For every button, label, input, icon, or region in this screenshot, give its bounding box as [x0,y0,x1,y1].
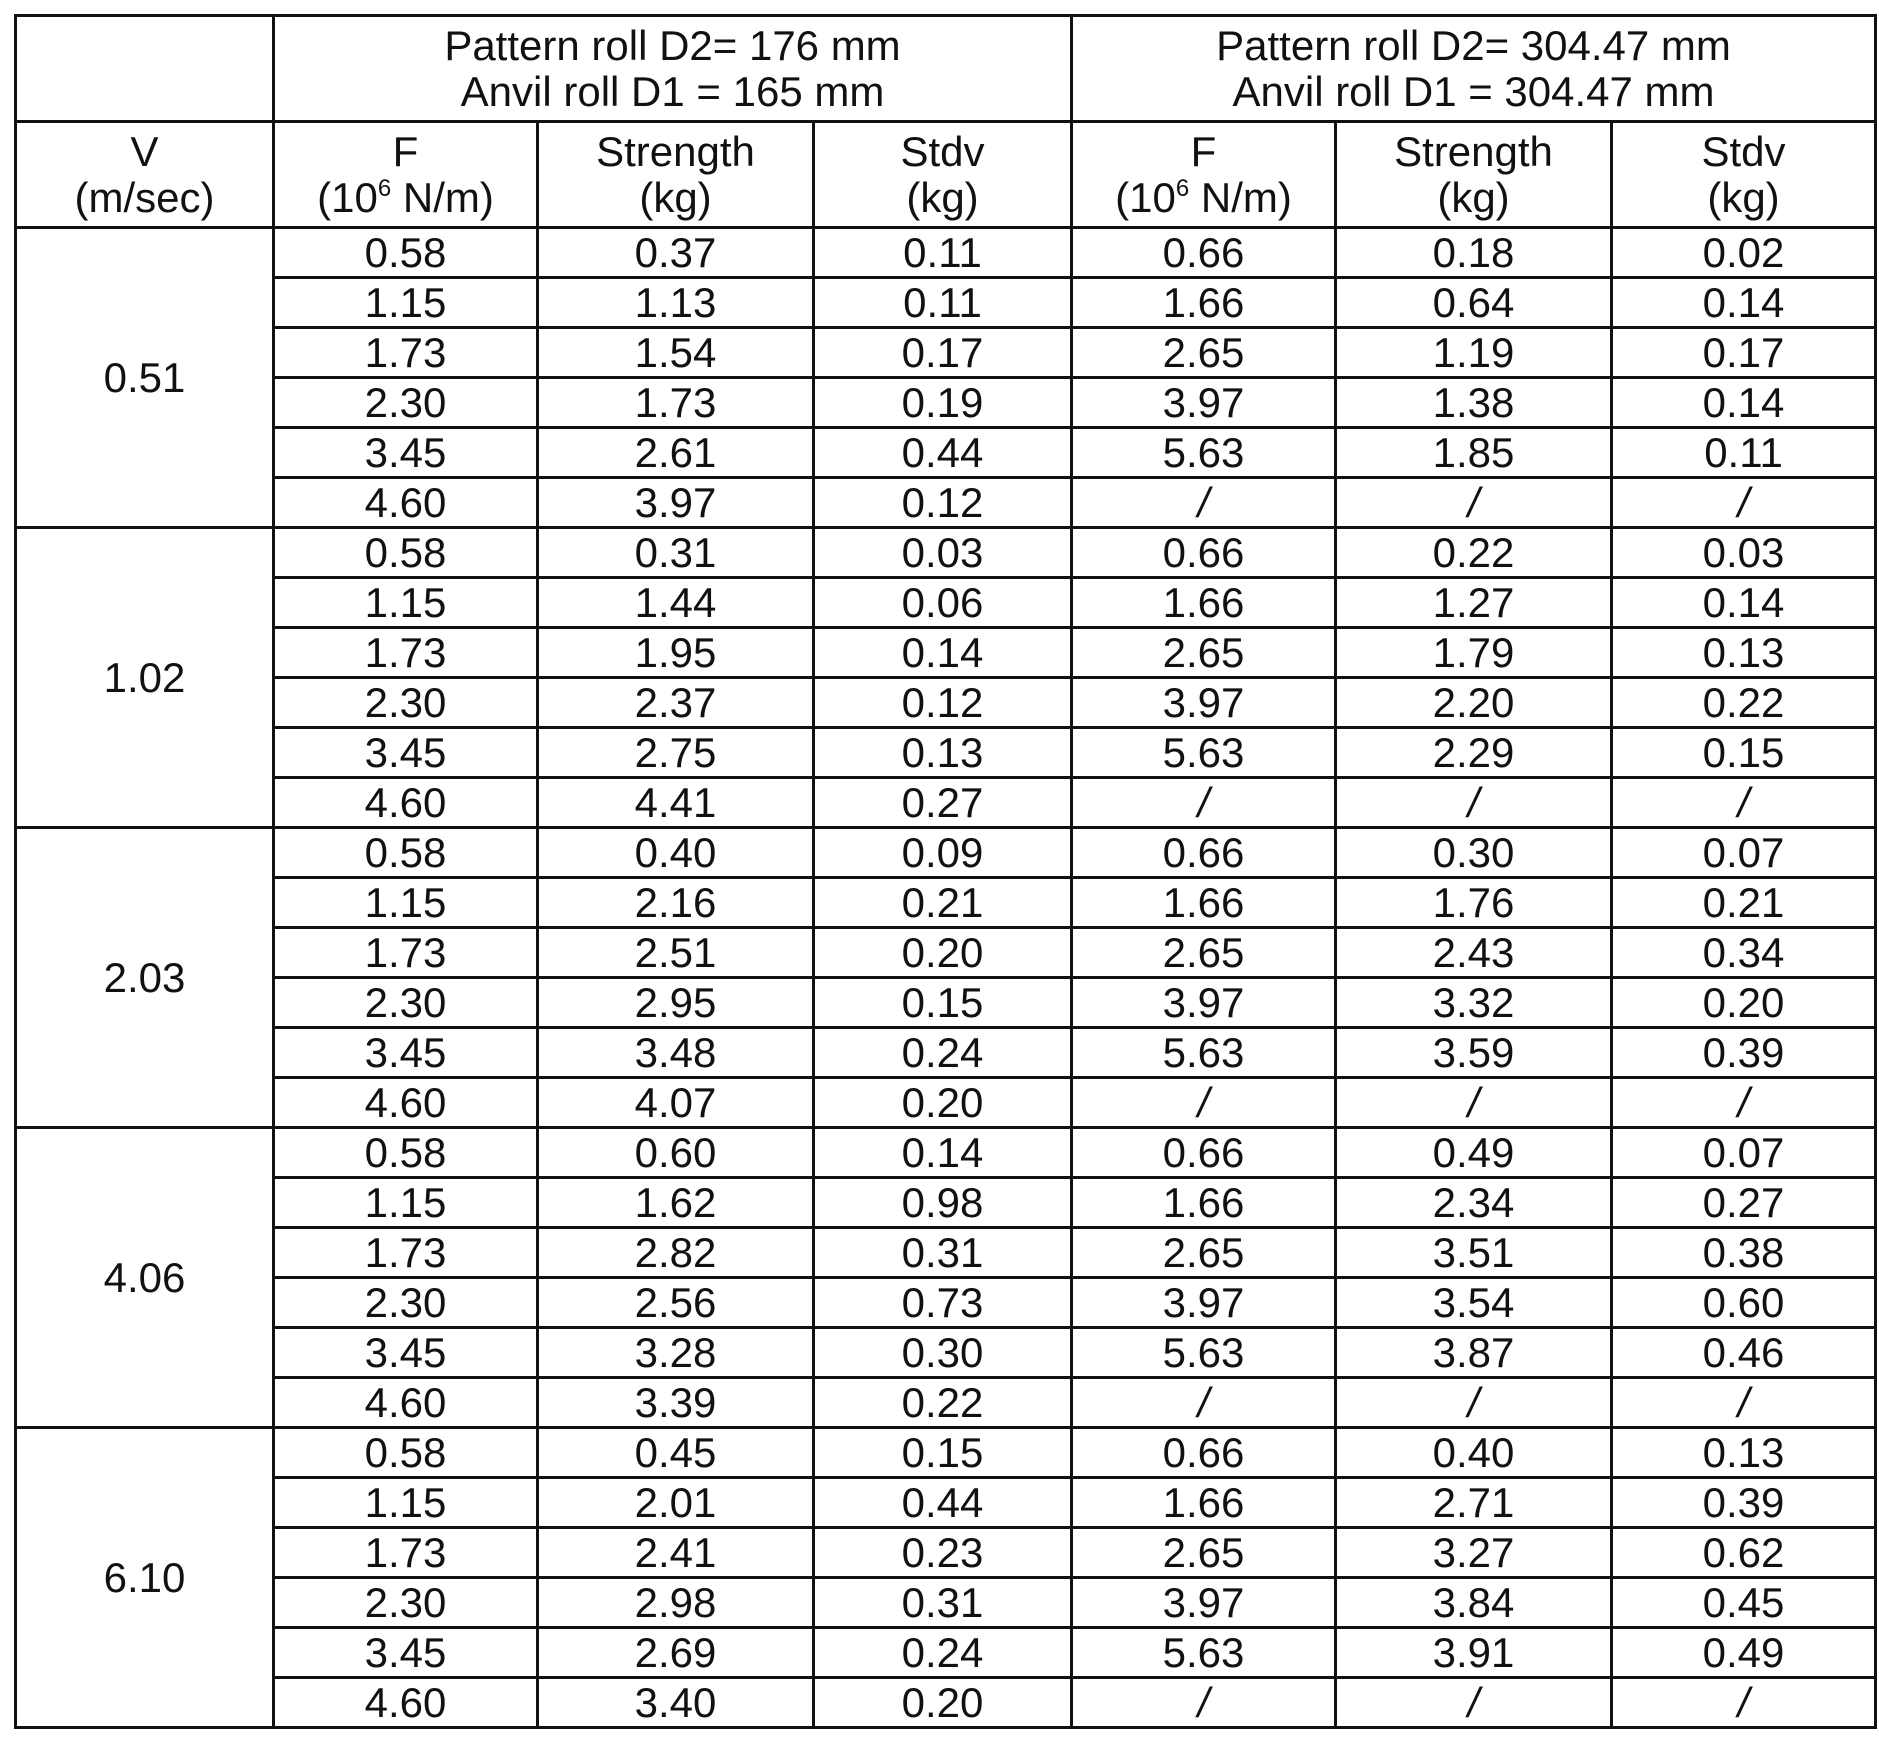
cell-f-large: 0.66 [1072,828,1336,878]
cell-f-large: 5.63 [1072,1628,1336,1678]
cell-strength-small: 3.97 [538,478,814,528]
cell-strength-large: 3.84 [1336,1578,1612,1628]
cell-f-large: 5.63 [1072,728,1336,778]
table-row [16,628,1876,678]
table-row [16,1078,1876,1128]
cell-stdv-large: 0.60 [1612,1278,1876,1328]
cell-strength-large: 1.38 [1336,378,1612,428]
cell-strength-large: / [1336,1678,1612,1728]
cell-stdv-small: 0.73 [814,1278,1072,1328]
cell-stdv-large: 0.39 [1612,1028,1876,1078]
table-row [16,578,1876,628]
column-header-strength [1336,122,1612,228]
unit-exponent: 6 [377,174,392,202]
table-row [16,1228,1876,1278]
cell-stdv-small: 0.31 [814,1228,1072,1278]
cell-f-large: 1.66 [1072,878,1336,928]
cell-stdv-large: / [1612,1378,1876,1428]
cell-strength-large: 1.27 [1336,578,1612,628]
cell-stdv-small: 0.17 [814,328,1072,378]
cell-f-small: 0.58 [274,828,538,878]
cell-f-large: 0.66 [1072,228,1336,278]
cell-stdv-large: 0.03 [1612,528,1876,578]
cell-stdv-large: / [1612,1678,1876,1728]
table-row [16,1128,1876,1178]
table-row [16,1178,1876,1228]
cell-f-small: 1.15 [274,578,538,628]
cell-f-large: 1.66 [1072,1478,1336,1528]
cell-f-small: 2.30 [274,978,538,1028]
cell-strength-small: 2.98 [538,1578,814,1628]
table-row [16,1528,1876,1578]
cell-stdv-large: 0.39 [1612,1478,1876,1528]
group-header-line: Pattern roll D2= 304.47 mm [1216,21,1731,69]
cell-f-large: 1.66 [1072,578,1336,628]
cell-f-small: 3.45 [274,1028,538,1078]
cell-f-small: 0.58 [274,228,538,278]
cell-f-small: 2.30 [274,678,538,728]
cell-f-large: 3.97 [1072,1278,1336,1328]
cell-strength-small: 2.61 [538,428,814,478]
cell-strength-small: 0.45 [538,1428,814,1478]
cell-f-small: 3.45 [274,728,538,778]
cell-f-small: 2.30 [274,1578,538,1628]
cell-stdv-large: 0.15 [1612,728,1876,778]
table-row [16,828,1876,878]
cell-strength-small: 3.48 [538,1028,814,1078]
cell-strength-small: 2.82 [538,1228,814,1278]
velocity-cell: 0.51 [16,228,274,528]
cell-stdv-small: 0.20 [814,1678,1072,1728]
group-header-line: Anvil roll D1 = 304.47 mm [1232,67,1715,115]
velocity-cell: 6.10 [16,1428,274,1728]
column-header-row [16,122,1876,228]
table-row [16,878,1876,928]
cell-stdv-large: 0.21 [1612,878,1876,928]
cell-strength-large: / [1336,778,1612,828]
cell-stdv-large: 0.11 [1612,428,1876,478]
cell-stdv-large: 0.13 [1612,1428,1876,1478]
unit-suffix: N/m) [391,173,494,221]
cell-f-small: 3.45 [274,428,538,478]
cell-strength-small: 2.16 [538,878,814,928]
unit-suffix: N/m) [1189,173,1292,221]
cell-stdv-small: 0.11 [814,228,1072,278]
cell-stdv-large: 0.34 [1612,928,1876,978]
table-row [16,1278,1876,1328]
cell-strength-small: 2.41 [538,1528,814,1578]
cell-stdv-large: 0.20 [1612,978,1876,1028]
column-header-stdv [1612,122,1876,228]
cell-stdv-small: 0.13 [814,728,1072,778]
cell-stdv-large: 0.14 [1612,278,1876,328]
cell-f-large: 2.65 [1072,928,1336,978]
cell-stdv-large: 0.22 [1612,678,1876,728]
cell-f-large: 5.63 [1072,1028,1336,1078]
group-header-line: Pattern roll D2= 176 mm [444,21,901,69]
table-row [16,1628,1876,1678]
group-header-row [16,16,1876,122]
cell-stdv-large: / [1612,478,1876,528]
cell-strength-small: 1.95 [538,628,814,678]
cell-stdv-small: 0.19 [814,378,1072,428]
cell-strength-large: 3.54 [1336,1278,1612,1328]
cell-strength-large: 3.87 [1336,1328,1612,1378]
cell-stdv-small: 0.44 [814,1478,1072,1528]
cell-stdv-small: 0.12 [814,478,1072,528]
cell-strength-large: 2.34 [1336,1178,1612,1228]
cell-strength-small: 1.44 [538,578,814,628]
cell-stdv-large: / [1612,778,1876,828]
cell-strength-small: 2.95 [538,978,814,1028]
cell-f-small: 1.73 [274,928,538,978]
results-table [14,14,1877,1729]
cell-f-large: 5.63 [1072,428,1336,478]
cell-f-small: 4.60 [274,1678,538,1728]
table-row [16,1328,1876,1378]
cell-f-large: 2.65 [1072,328,1336,378]
cell-strength-small: 1.54 [538,328,814,378]
cell-strength-small: 2.69 [538,1628,814,1678]
cell-f-large: 5.63 [1072,1328,1336,1378]
unit-prefix: (10 [1115,173,1176,221]
cell-f-large: 1.66 [1072,1178,1336,1228]
table-row [16,378,1876,428]
column-header-f [274,122,538,228]
group-header-small-rolls [274,16,1072,122]
cell-f-small: 0.58 [274,1128,538,1178]
cell-stdv-large: 0.07 [1612,1128,1876,1178]
cell-f-small: 1.73 [274,628,538,678]
column-header-line: Stdv [1701,127,1786,175]
table-row [16,428,1876,478]
cell-f-large: / [1072,478,1336,528]
cell-stdv-small: 0.14 [814,1128,1072,1178]
cell-stdv-large: 0.14 [1612,378,1876,428]
cell-stdv-large: 0.02 [1612,228,1876,278]
cell-f-large: 1.66 [1072,278,1336,328]
cell-strength-large: 3.51 [1336,1228,1612,1278]
cell-stdv-small: 0.31 [814,1578,1072,1628]
cell-f-large: 3.97 [1072,678,1336,728]
cell-f-small: 4.60 [274,478,538,528]
cell-f-small: 1.15 [274,878,538,928]
cell-strength-small: 0.60 [538,1128,814,1178]
cell-f-large: / [1072,1078,1336,1128]
cell-f-small: 4.60 [274,1378,538,1428]
cell-f-small: 1.73 [274,1228,538,1278]
table-row [16,528,1876,578]
cell-stdv-small: 0.21 [814,878,1072,928]
column-header-v [16,122,274,228]
column-header-stdv [814,122,1072,228]
cell-f-small: 0.58 [274,528,538,578]
cell-strength-large: 2.43 [1336,928,1612,978]
column-header-line: V [130,127,159,175]
column-header-line: (m/sec) [74,173,215,221]
table-row [16,228,1876,278]
table-row [16,328,1876,378]
cell-stdv-small: 0.14 [814,628,1072,678]
table-row [16,478,1876,528]
cell-f-large: / [1072,1678,1336,1728]
cell-stdv-small: 0.27 [814,778,1072,828]
column-header-line: Stdv [900,127,985,175]
cell-strength-small: 2.37 [538,678,814,728]
cell-f-large: 3.97 [1072,378,1336,428]
cell-f-large: 2.65 [1072,1528,1336,1578]
cell-stdv-large: 0.14 [1612,578,1876,628]
column-header-line: (kg) [1707,173,1780,221]
cell-f-large: 3.97 [1072,978,1336,1028]
cell-f-small: 1.15 [274,1178,538,1228]
cell-strength-large: 1.19 [1336,328,1612,378]
cell-stdv-large: 0.45 [1612,1578,1876,1628]
cell-stdv-large: 0.13 [1612,628,1876,678]
table-row [16,1678,1876,1728]
column-header-line: (kg) [1437,173,1510,221]
group-header-line: Anvil roll D1 = 165 mm [460,67,885,115]
cell-stdv-small: 0.06 [814,578,1072,628]
table-row [16,1378,1876,1428]
cell-strength-large: / [1336,1078,1612,1128]
cell-strength-large: 1.79 [1336,628,1612,678]
cell-f-large: 0.66 [1072,528,1336,578]
table-row [16,1428,1876,1478]
cell-strength-small: 3.28 [538,1328,814,1378]
cell-stdv-large: 0.27 [1612,1178,1876,1228]
column-header-line [275,175,536,221]
cell-strength-large: 3.91 [1336,1628,1612,1678]
cell-stdv-large: 0.07 [1612,828,1876,878]
cell-strength-small: 1.13 [538,278,814,328]
cell-stdv-large: 0.62 [1612,1528,1876,1578]
cell-strength-small: 0.40 [538,828,814,878]
velocity-cell: 1.02 [16,528,274,828]
cell-strength-large: 2.20 [1336,678,1612,728]
cell-strength-large: 2.29 [1336,728,1612,778]
cell-strength-large: 3.59 [1336,1028,1612,1078]
corner-cell [16,16,274,122]
cell-strength-large: 0.64 [1336,278,1612,328]
cell-strength-large: 1.76 [1336,878,1612,928]
unit-prefix: (10 [317,173,378,221]
cell-f-small: 1.73 [274,328,538,378]
cell-strength-small: 0.31 [538,528,814,578]
cell-f-small: 4.60 [274,778,538,828]
column-header-f [1072,122,1336,228]
cell-f-small: 3.45 [274,1628,538,1678]
cell-f-small: 1.15 [274,278,538,328]
column-header-line: F [1190,127,1217,175]
table-row [16,778,1876,828]
cell-strength-small: 3.40 [538,1678,814,1728]
velocity-cell: 2.03 [16,828,274,1128]
cell-strength-large: / [1336,1378,1612,1428]
cell-strength-large: 0.18 [1336,228,1612,278]
cell-strength-large: 2.71 [1336,1478,1612,1528]
column-header-line: F [392,127,419,175]
cell-f-small: 1.15 [274,1478,538,1528]
cell-stdv-small: 0.30 [814,1328,1072,1378]
cell-strength-small: 3.39 [538,1378,814,1428]
cell-strength-small: 2.75 [538,728,814,778]
cell-stdv-large: 0.46 [1612,1328,1876,1378]
cell-strength-large: 0.22 [1336,528,1612,578]
cell-strength-small: 4.41 [538,778,814,828]
cell-stdv-small: 0.15 [814,978,1072,1028]
cell-strength-large: 0.49 [1336,1128,1612,1178]
cell-f-small: 0.58 [274,1428,538,1478]
cell-f-large: 2.65 [1072,628,1336,678]
cell-stdv-small: 0.12 [814,678,1072,728]
cell-f-large: / [1072,778,1336,828]
table-row [16,278,1876,328]
table-row [16,1478,1876,1528]
cell-f-large: 0.66 [1072,1428,1336,1478]
column-header-line: Strength [596,127,755,175]
table-row [16,1578,1876,1628]
unit-exponent: 6 [1175,174,1190,202]
cell-stdv-large: 0.17 [1612,328,1876,378]
cell-f-small: 3.45 [274,1328,538,1378]
cell-f-small: 2.30 [274,1278,538,1328]
cell-f-large: 2.65 [1072,1228,1336,1278]
velocity-cell: 4.06 [16,1128,274,1428]
cell-strength-large: 3.32 [1336,978,1612,1028]
cell-f-large: 3.97 [1072,1578,1336,1628]
cell-stdv-small: 0.11 [814,278,1072,328]
table-row [16,728,1876,778]
cell-stdv-large: / [1612,1078,1876,1128]
cell-strength-large: / [1336,478,1612,528]
cell-stdv-small: 0.20 [814,928,1072,978]
cell-strength-large: 1.85 [1336,428,1612,478]
cell-stdv-small: 0.22 [814,1378,1072,1428]
table-row [16,928,1876,978]
cell-stdv-small: 0.44 [814,428,1072,478]
table-row [16,678,1876,728]
cell-stdv-small: 0.23 [814,1528,1072,1578]
cell-strength-large: 0.40 [1336,1428,1612,1478]
cell-stdv-small: 0.15 [814,1428,1072,1478]
cell-stdv-large: 0.49 [1612,1628,1876,1678]
cell-f-large: 0.66 [1072,1128,1336,1178]
cell-f-small: 4.60 [274,1078,538,1128]
cell-stdv-small: 0.03 [814,528,1072,578]
cell-stdv-large: 0.38 [1612,1228,1876,1278]
group-header-large-rolls [1072,16,1876,122]
cell-strength-small: 2.51 [538,928,814,978]
cell-f-small: 2.30 [274,378,538,428]
cell-strength-small: 2.56 [538,1278,814,1328]
cell-stdv-small: 0.24 [814,1028,1072,1078]
column-header-line: (kg) [906,173,979,221]
cell-stdv-small: 0.20 [814,1078,1072,1128]
cell-strength-small: 2.01 [538,1478,814,1528]
cell-strength-large: 3.27 [1336,1528,1612,1578]
cell-stdv-small: 0.98 [814,1178,1072,1228]
cell-f-small: 1.73 [274,1528,538,1578]
cell-stdv-small: 0.09 [814,828,1072,878]
column-header-line: (kg) [639,173,712,221]
cell-f-large: / [1072,1378,1336,1428]
cell-stdv-small: 0.24 [814,1628,1072,1678]
table-row [16,1028,1876,1078]
cell-strength-small: 1.73 [538,378,814,428]
cell-strength-small: 0.37 [538,228,814,278]
column-header-line [1073,175,1334,221]
cell-strength-small: 4.07 [538,1078,814,1128]
column-header-strength [538,122,814,228]
cell-strength-large: 0.30 [1336,828,1612,878]
column-header-line: Strength [1394,127,1553,175]
table-row [16,978,1876,1028]
cell-strength-small: 1.62 [538,1178,814,1228]
